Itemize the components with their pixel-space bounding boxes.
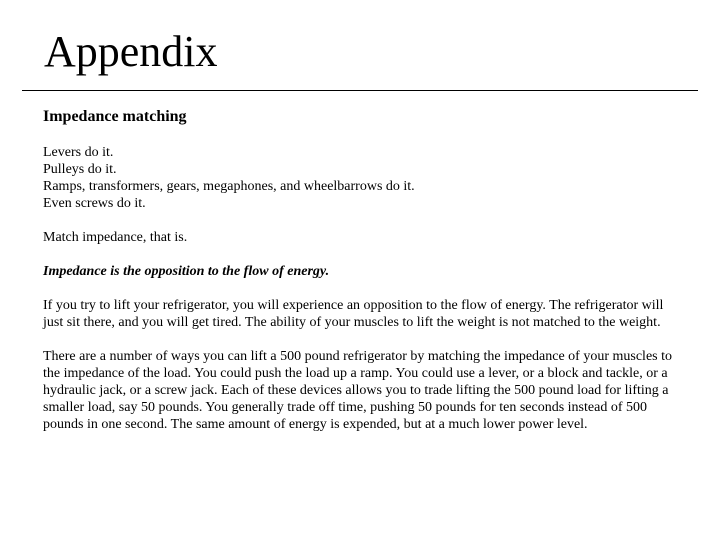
- paragraph-methods: There are a number of ways you can lift a 500 pound refrigerator by matching the impedance of your muscles to the impedance of the load. You could push the load up a ramp. You could use a lever, or a block and tackle, or a hydraulic jack, or a screw jack. Each of these devices allows you to trade lifting the 500 pound load for lifting a smaller load, say 50 pounds. You generally trade off time, pushing 50 pounds for ten seconds instead of 500 pounds in one second. The same amount of energy is expended, but at a much lower power level.: [43, 349, 673, 432]
- intro-line: Pulleys do it.: [43, 162, 117, 177]
- statement-text: Match impedance, that is.: [43, 230, 188, 245]
- slide-title: Appendix: [44, 27, 218, 76]
- intro-line: Levers do it.: [43, 145, 114, 160]
- intro-line: Even screws do it.: [43, 196, 146, 211]
- definition-text: Impedance is the opposition to the flow of energy.: [43, 264, 330, 279]
- slide-content: [43, 107, 675, 450]
- section-heading: Impedance matching: [43, 108, 187, 125]
- paragraph-refrigerator: If you try to lift your refrigerator, you will experience an opposition to the flow of energy. The refrigerator will just sit there, and you will get tired. The ability of your muscles to lift the weight is not matched to the weight.: [43, 298, 664, 330]
- intro-lines: [43, 144, 675, 212]
- title-divider: [22, 90, 698, 91]
- intro-line: Ramps, transformers, gears, megaphones, and wheelbarrows do it.: [43, 179, 415, 194]
